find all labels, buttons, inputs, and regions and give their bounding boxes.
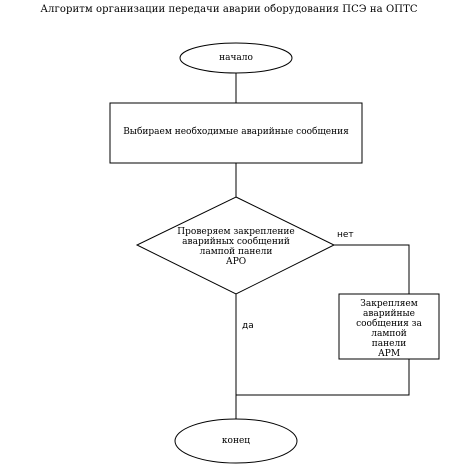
decision-label-line: Проверяем закрепление <box>177 227 295 237</box>
end-label: конец <box>221 436 251 446</box>
assign-label-line: аварийные <box>362 309 416 319</box>
yes-branch-label: да <box>242 321 254 331</box>
connector-decision-no-branch <box>334 245 409 294</box>
assign-label-line: панели <box>371 339 407 349</box>
start-label: начало <box>219 53 253 63</box>
assign-label-line: Закрепляем <box>360 299 418 309</box>
connector-assign-return <box>236 359 409 395</box>
assign-label-line: сообщения за лампой <box>356 319 422 339</box>
assign-label <box>339 299 439 359</box>
no-branch-label: нет <box>337 230 354 240</box>
decision-label-line: лампой панели <box>199 247 273 257</box>
select-label: Выбираем необходимые аварийные сообщения <box>123 127 349 137</box>
decision-label <box>166 227 306 267</box>
decision-label-line: аварийных сообщений <box>182 237 290 247</box>
page-title: Алгоритм организации передачи аварии оборудования ПСЭ на ОПТС <box>40 4 418 15</box>
assign-label-line: АРМ <box>377 349 401 359</box>
decision-label-line: АРО <box>225 257 247 267</box>
